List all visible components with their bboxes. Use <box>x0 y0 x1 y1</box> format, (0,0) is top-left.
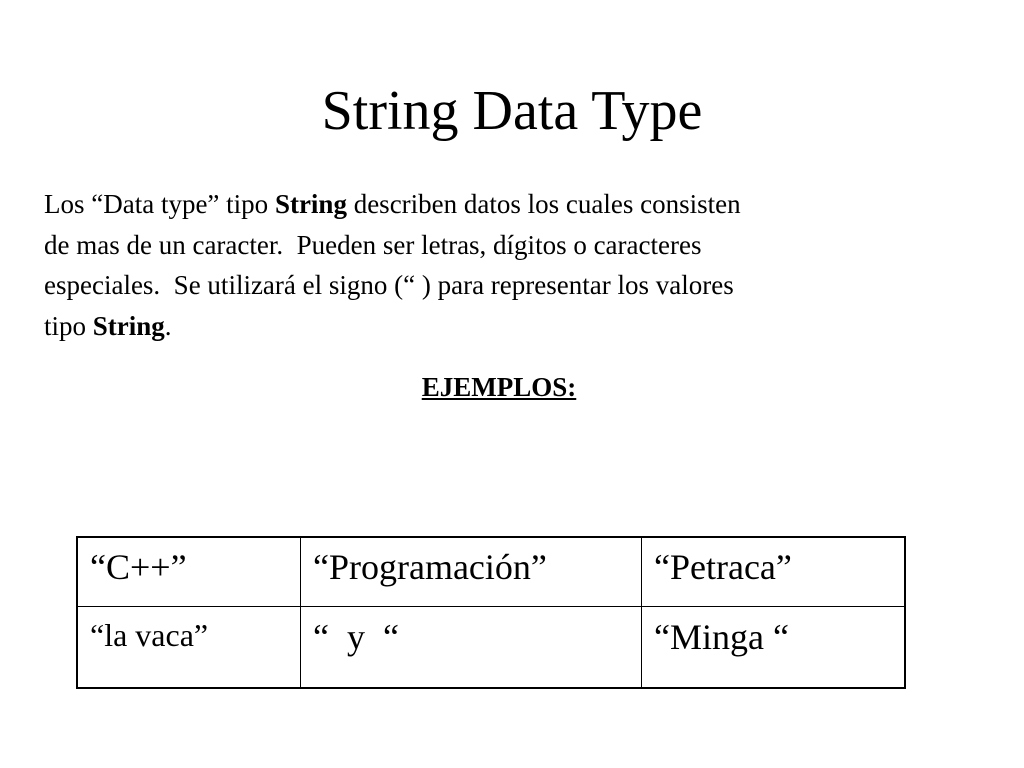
text-run: . <box>164 310 172 341</box>
table-row <box>77 537 905 607</box>
text-run: especiales. Se utilizará el signo (“ ) para representar los valores <box>44 270 734 300</box>
paragraph-line-2 <box>44 225 944 266</box>
table-cell: “Programación” <box>301 537 642 607</box>
keyword-string: String <box>92 310 165 341</box>
text-run: de mas de un caracter. Pueden ser letras, dígitos o caracteres <box>44 229 702 260</box>
examples-table <box>76 536 906 689</box>
description-paragraph <box>44 184 944 346</box>
paragraph-line-1 <box>44 184 944 225</box>
table-cell: “ y “ <box>301 607 642 689</box>
table-cell: “Minga “ <box>642 607 906 689</box>
paragraph-line-3 <box>44 265 944 306</box>
table-row <box>77 607 905 689</box>
keyword-string: String <box>274 189 347 219</box>
table-cell: “la vaca” <box>77 607 301 689</box>
table-cell: “C++” <box>77 537 301 607</box>
examples-heading: EJEMPLOS: <box>421 372 577 402</box>
table-cell: “Petraca” <box>642 537 906 607</box>
slide-title: String Data Type <box>321 80 703 142</box>
text-run: tipo <box>44 310 93 341</box>
text-run: Los “Data type” tipo <box>44 189 275 219</box>
paragraph-line-4 <box>44 306 944 347</box>
text-run: describen datos los cuales consisten <box>346 189 741 219</box>
